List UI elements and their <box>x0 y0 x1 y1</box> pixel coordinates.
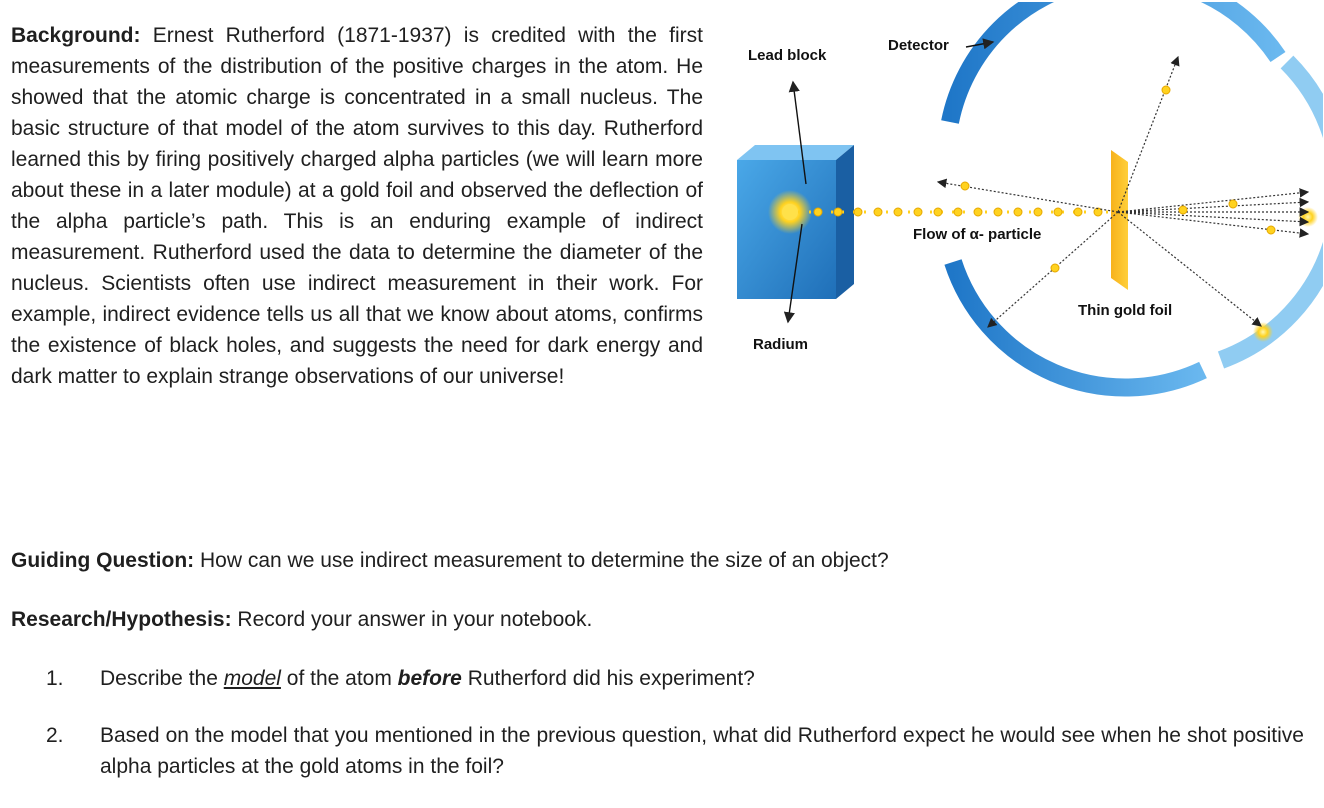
question-text-part: of the atom <box>280 667 398 690</box>
guiding-question <box>11 545 889 576</box>
research-text: Record your answer in your notebook. <box>231 608 593 631</box>
question-1 <box>46 663 1304 694</box>
background-text: Ernest Rutherford (1871-1937) is credited with the first measurements of the distribution of the positive charges in the atom. He showed that the atomic charge is concentrated in a small nucleus. The basic structure of that model of the atom survives to this day. Rutherford learned this by firing positively charged alpha particles (we will learn more about these in a later module) at a gold foil and observed the deflection of the alpha particle’s path. This is an enduring example of indirect measurement. Rutherford used the data to determine the diameter of the nucleus. Scientists often use indirect measurement in their work. For example, indirect evidence tells us all that we know about atoms, confirms the existence of black holes, and suggests the need for dark energy and dark matter to explain strange observations of our universe! <box>11 24 703 388</box>
question-list <box>46 663 1304 808</box>
rutherford-diagram-svg <box>723 2 1323 402</box>
background-section <box>11 20 1315 402</box>
background-label: Background: <box>11 24 141 47</box>
label-flow-alpha: Flow of α- particle <box>913 226 1042 243</box>
question-2 <box>46 720 1304 782</box>
question-text-part: Rutherford did his experiment? <box>461 667 755 690</box>
rutherford-diagram <box>723 2 1323 402</box>
guiding-label: Guiding Question: <box>11 549 195 572</box>
research-hypothesis <box>11 604 592 635</box>
label-detector: Detector <box>888 37 949 54</box>
lead-block <box>737 145 854 299</box>
label-lead-block: Lead block <box>748 47 827 64</box>
question-emphasis-before: before <box>397 667 462 690</box>
question-emphasis-model: model <box>223 667 281 690</box>
question-number: 2. <box>46 724 64 747</box>
label-radium: Radium <box>753 336 809 353</box>
question-number: 1. <box>46 667 64 690</box>
guiding-text: How can we use indirect measurement to determine the size of an object? <box>194 549 889 572</box>
question-text: Based on the model that you mentioned in the previous question, what did Rutherford expect he would see when he shot positive alpha particles at the gold atoms in the foil? <box>100 724 1304 778</box>
gold-foil <box>1111 150 1128 290</box>
label-thin-gold-foil: Thin gold foil <box>1078 302 1173 319</box>
research-label: Research/Hypothesis: <box>11 608 232 631</box>
detector-ring <box>950 2 1323 388</box>
question-text-part: Describe the <box>100 667 224 690</box>
